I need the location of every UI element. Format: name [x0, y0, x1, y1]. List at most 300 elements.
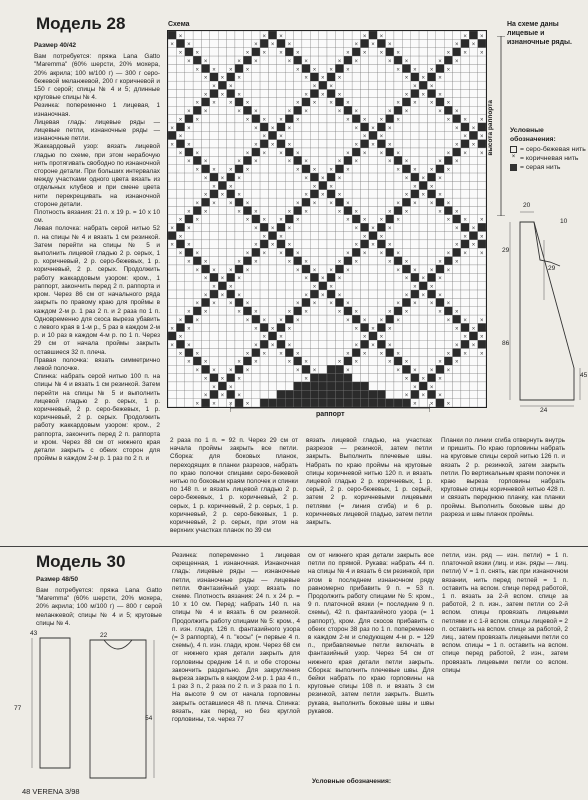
- cross-icon: ×: [321, 276, 325, 283]
- cross-icon: ×: [295, 167, 300, 174]
- model30-column-3: см от нижнего края детали закрыть все петли по прямой. Рукава: набрать 44 п. на спицы № 4 и вязать 6 см резинкой, при этом в последнем изнаночном ряду равномерно прибавить 9 п. = 53 п. Продолжить работу спицами № 5: кром., 9 п. платочной вязки (= последние 9 п. схемы), 42 п. фантазийного узора (= 1 раппорт), кром. Для скосов прибавить с обеих сторон 38 раз по 1 п. попеременно в каждом 2-м и следующем 4-м р. = 129 п., прибавляемые петли включать в фантазийный узор. Через 54 см от нижнего края детали петли закрыть. Сборка: выполнить плечевые швы. Для бейки набрать по краю горловины на круговые спицы 108 п. и вязать 3 см резинкой, затем петли закрыть. Вшить рукава, выполнить боковые швы и швы рукавов.: [308, 552, 434, 715]
- chart-cell: [260, 240, 268, 248]
- chart-cell: [210, 307, 218, 315]
- chart-cell: [243, 323, 251, 331]
- chart-cell: [319, 374, 327, 382]
- dim-w2: 22: [100, 632, 108, 639]
- chart-cell: [227, 390, 235, 398]
- chart-cell: [469, 56, 477, 64]
- cross-icon: ×: [245, 401, 250, 408]
- chart-cell: [302, 148, 310, 156]
- chart-cell: [461, 64, 469, 72]
- chart-cell: [277, 190, 285, 198]
- chart-cell: [402, 298, 410, 306]
- cross-icon: ×: [195, 401, 200, 408]
- chart-cell: [193, 307, 201, 315]
- chart-cell: [302, 332, 310, 340]
- chart-cell: [369, 64, 377, 72]
- chart-cell: [461, 273, 469, 281]
- chart-cell: [193, 39, 201, 47]
- chart-cell: [218, 206, 226, 214]
- chart-cell: [377, 98, 385, 106]
- cross-icon: ×: [178, 351, 183, 358]
- chart-cell: [411, 173, 419, 181]
- chart-cell: [168, 282, 176, 290]
- chart-cell: [294, 382, 302, 390]
- cross-icon: ×: [270, 142, 275, 149]
- cross-icon: ×: [413, 368, 417, 375]
- chart-cell: [427, 206, 435, 214]
- chart-cell: [377, 106, 385, 114]
- chart-cell: [436, 31, 444, 39]
- cross-icon: ×: [388, 42, 392, 49]
- chart-cell: [478, 156, 486, 164]
- chart-cell: [235, 332, 243, 340]
- chart-cell: [218, 382, 226, 390]
- cross-icon: ×: [237, 159, 241, 166]
- chart-cell: [469, 382, 477, 390]
- cross-icon: ×: [438, 192, 442, 199]
- cross-icon: ×: [396, 217, 400, 224]
- chart-cell: [168, 390, 176, 398]
- chart-cell: [285, 48, 293, 56]
- chart-cell: [461, 123, 469, 131]
- chart-cell: [369, 298, 377, 306]
- chart-cell: [377, 64, 385, 72]
- cross-icon: ×: [379, 33, 384, 40]
- chart-cell: [302, 315, 310, 323]
- cross-icon: ×: [237, 309, 241, 316]
- chart-cell: [201, 248, 209, 256]
- chart-cell: [302, 390, 310, 398]
- chart-cell: [436, 282, 444, 290]
- chart-cell: [260, 382, 268, 390]
- cross-icon: ×: [270, 42, 275, 49]
- cross-icon: ×: [463, 334, 467, 341]
- chart-cell: [436, 265, 444, 273]
- chart-cell: [218, 257, 226, 265]
- chart-cell: [201, 115, 209, 123]
- chart-cell: [201, 223, 209, 231]
- chart-cell: [176, 374, 184, 382]
- chart-cell: [436, 248, 444, 256]
- chart-cell: [352, 273, 360, 281]
- cross-icon: ×: [262, 234, 266, 241]
- chart-cell: [310, 39, 318, 47]
- chart-cell: [453, 290, 461, 298]
- chart-cell: [168, 248, 176, 256]
- cross-icon: ×: [237, 192, 241, 199]
- chart-cell: [402, 123, 410, 131]
- cross-icon: ×: [229, 100, 233, 107]
- model28-paragraph: Жаккардовый узор: вязать лицевой гладью по схеме, при этом нерабочую нить протягивать свободно по изнаночной стороне детали. При больших интервалах между участками одного цвета вязать из отдельных клубков и при смене цвета нити перекрещивать на изнаночной стороне детали.: [34, 143, 160, 208]
- chart-cell: [377, 39, 385, 47]
- cross-icon: ×: [195, 251, 200, 258]
- chart-cell: [319, 98, 327, 106]
- cross-icon: ×: [237, 75, 241, 82]
- chart-cell: [193, 232, 201, 240]
- chart-cell: [335, 165, 343, 173]
- chart-cell: [294, 357, 302, 365]
- model28-paragraph: Плотность вязания: 21 п. x 19 р. = 10 x 10 см.: [34, 209, 160, 225]
- chart-cell: [176, 198, 184, 206]
- chart-cell: [252, 165, 260, 173]
- chart-cell: [369, 56, 377, 64]
- chart-cell: [461, 382, 469, 390]
- cross-icon: ×: [454, 42, 459, 49]
- chart-cell: [235, 282, 243, 290]
- cross-icon: ×: [429, 368, 434, 375]
- chart-cell: [352, 282, 360, 290]
- chart-cell: [369, 265, 377, 273]
- chart-cell: [427, 273, 435, 281]
- chart-cell: [252, 390, 260, 398]
- cross-icon: ×: [379, 351, 384, 358]
- chart-cell: [277, 290, 285, 298]
- chart-cell: [319, 181, 327, 189]
- cross-icon: ×: [379, 234, 384, 241]
- chart-cell: [285, 165, 293, 173]
- chart-cell: [252, 81, 260, 89]
- chart-cell: [185, 181, 193, 189]
- chart-cell: [302, 31, 310, 39]
- chart-cell: [227, 273, 235, 281]
- cross-icon: ×: [362, 217, 367, 224]
- cross-icon: ×: [413, 67, 417, 74]
- chart-cell: [201, 399, 209, 407]
- cross-icon: ×: [178, 134, 183, 141]
- chart-cell: [294, 73, 302, 81]
- cross-icon: ×: [446, 200, 451, 207]
- cross-icon: ×: [254, 326, 258, 333]
- chart-cell: [294, 31, 302, 39]
- model30-legend-title: Условные обозначения:: [312, 778, 392, 785]
- chart-cell: [461, 206, 469, 214]
- chart-cell: [453, 89, 461, 97]
- chart-cell: [260, 206, 268, 214]
- chart-cell: [386, 315, 394, 323]
- cross-icon: ×: [446, 100, 451, 107]
- chart-cell: [478, 382, 486, 390]
- cross-icon: ×: [203, 309, 208, 316]
- chart-cell: [377, 89, 385, 97]
- chart-cell: [277, 273, 285, 281]
- chart-cell: [478, 106, 486, 114]
- chart-cell: [310, 48, 318, 56]
- chart-cell: [444, 240, 452, 248]
- chart-cell: [419, 257, 427, 265]
- section-divider: [0, 546, 588, 547]
- chart-cell: [411, 315, 419, 323]
- chart-cell: [369, 48, 377, 56]
- chart-cell: [377, 156, 385, 164]
- cross-icon: ×: [329, 200, 333, 207]
- chart-cell: [369, 165, 377, 173]
- chart-cell: [386, 115, 394, 123]
- chart-cell: [185, 399, 193, 407]
- cross-icon: ×: [362, 33, 367, 40]
- chart-cell: [369, 206, 377, 214]
- cross-icon: ×: [388, 309, 392, 316]
- cross-icon: ×: [346, 301, 350, 308]
- cross-icon: ×: [304, 58, 308, 65]
- cross-icon: ×: [212, 301, 216, 308]
- chart-cell: [469, 148, 477, 156]
- chart-cell: [427, 173, 435, 181]
- cross-icon: ×: [413, 100, 417, 107]
- chart-cell: [444, 173, 452, 181]
- chart-cell: [453, 365, 461, 373]
- cross-icon: ×: [195, 50, 200, 57]
- chart-cell: [319, 265, 327, 273]
- dim-h2: 54: [145, 715, 153, 722]
- chart-cell: [319, 165, 327, 173]
- chart-cell: [252, 273, 260, 281]
- chart-cell: [344, 223, 352, 231]
- chart-cell: [176, 190, 184, 198]
- cross-icon: ×: [237, 109, 241, 116]
- cross-icon: ×: [480, 217, 484, 224]
- chart-cell: [319, 31, 327, 39]
- cross-icon: ×: [446, 167, 451, 174]
- chart-cell: [335, 340, 343, 348]
- chart-cell: [193, 89, 201, 97]
- chart-cell: [344, 232, 352, 240]
- cross-icon: ×: [187, 209, 191, 216]
- chart-cell: [227, 73, 235, 81]
- chart-cell: [386, 98, 394, 106]
- chart-cell: [235, 31, 243, 39]
- cross-icon: ×: [195, 100, 200, 107]
- chart-cell: [369, 382, 377, 390]
- chart-cell: [193, 290, 201, 298]
- chart-cell: [360, 323, 368, 331]
- cross-icon: ×: [178, 50, 183, 57]
- chart-cell: [327, 140, 335, 148]
- chart-cell: [210, 123, 218, 131]
- chart-cell: [360, 64, 368, 72]
- chart-cell: [243, 390, 251, 398]
- chart-cell: [243, 123, 251, 131]
- cross-icon: ×: [229, 401, 233, 408]
- chart-cell: [402, 181, 410, 189]
- chart-cell: [268, 382, 276, 390]
- cross-icon: ×: [438, 159, 442, 166]
- cross-icon: ×: [262, 150, 266, 157]
- cross-icon: ×: [212, 284, 216, 291]
- cross-icon: ×: [388, 343, 392, 350]
- chart-cell: [227, 323, 235, 331]
- chart-cell: [436, 223, 444, 231]
- cross-icon: ×: [396, 117, 400, 124]
- chart-cell: [327, 340, 335, 348]
- chart-cell: [218, 140, 226, 148]
- chart-cell: [478, 98, 486, 106]
- chart-cell: [478, 290, 486, 298]
- cross-icon: ×: [463, 150, 467, 157]
- chart-cell: [478, 298, 486, 306]
- chart-cell: [461, 106, 469, 114]
- chart-cell: [344, 156, 352, 164]
- chart-cell: [210, 140, 218, 148]
- chart-cell: [185, 265, 193, 273]
- chart-cell: [260, 223, 268, 231]
- chart-cell: [402, 248, 410, 256]
- chart-cell: [210, 89, 218, 97]
- chart-cell: [319, 206, 327, 214]
- knitting-chart: [167, 30, 487, 408]
- chart-cell: [360, 282, 368, 290]
- chart-cell: [369, 173, 377, 181]
- cross-icon: ×: [287, 309, 292, 316]
- chart-cell: [319, 307, 327, 315]
- cross-icon: ×: [295, 317, 300, 324]
- cross-icon: ×: [195, 368, 200, 375]
- chart-cell: [419, 282, 427, 290]
- chart-cell: [453, 173, 461, 181]
- chart-cell: [469, 198, 477, 206]
- chart-cell: [201, 131, 209, 139]
- cross-icon: ×: [170, 142, 174, 149]
- cross-icon: ×: [463, 117, 467, 124]
- chart-cell: [377, 190, 385, 198]
- chart-cell: [235, 382, 243, 390]
- cross-icon: ×: [438, 309, 442, 316]
- chart-cell: [294, 282, 302, 290]
- chart-cell: [411, 248, 419, 256]
- cross-icon: ×: [262, 33, 266, 40]
- cross-icon: ×: [446, 251, 451, 258]
- chart-cell: [218, 248, 226, 256]
- cross-icon: ×: [195, 67, 200, 74]
- chart-cell: [168, 257, 176, 265]
- cross-icon: ×: [279, 150, 283, 157]
- cross-icon: ×: [195, 267, 200, 274]
- chart-cell: [201, 198, 209, 206]
- chart-cell: [344, 290, 352, 298]
- chart-cell: [369, 156, 377, 164]
- chart-cell: [469, 298, 477, 306]
- chart-cell: [218, 148, 226, 156]
- chart-cell: [444, 190, 452, 198]
- cross-icon: ×: [287, 326, 292, 333]
- chart-cell: [227, 307, 235, 315]
- rapport-label: раппорт: [316, 411, 345, 418]
- chart-cell: [277, 106, 285, 114]
- cross-icon: ×: [346, 167, 350, 174]
- chart-cell: [469, 399, 477, 407]
- cross-icon: ×: [396, 267, 400, 274]
- chart-cell: [411, 215, 419, 223]
- cross-icon: ×: [195, 167, 200, 174]
- chart-cell: [394, 206, 402, 214]
- chart-cell: [319, 48, 327, 56]
- cross-icon: ×: [354, 42, 359, 49]
- cross-icon: ×: [396, 67, 400, 74]
- chart-cell: [327, 39, 335, 47]
- chart-cell: [419, 56, 427, 64]
- model28-paragraph: Резинка: попеременно 1 лицевая, 1 изнаночная.: [34, 102, 160, 118]
- chart-cell: [402, 81, 410, 89]
- chart-cell: [218, 340, 226, 348]
- chart-cell: [377, 307, 385, 315]
- chart-cell: [360, 198, 368, 206]
- cross-icon: ×: [446, 351, 451, 358]
- chart-cell: [461, 173, 469, 181]
- dim-lower-left: 86: [502, 340, 510, 347]
- cross-icon: ×: [379, 50, 384, 57]
- cross-icon: ×: [203, 75, 208, 82]
- chart-cell: [252, 382, 260, 390]
- chart-cell: [352, 73, 360, 81]
- chart-cell: [419, 315, 427, 323]
- chart-cell: [252, 232, 260, 240]
- chart-cell: [444, 307, 452, 315]
- chart-cell: [268, 357, 276, 365]
- chart-cell: [360, 240, 368, 248]
- chart-cell: [319, 123, 327, 131]
- chart-cell: [335, 315, 343, 323]
- cross-icon: ×: [270, 226, 275, 233]
- chart-cell: [411, 39, 419, 47]
- chart-cell: [469, 332, 477, 340]
- cross-icon: ×: [312, 200, 317, 207]
- cross-icon: ×: [262, 251, 266, 258]
- cross-icon: ×: [346, 251, 350, 258]
- cross-icon: ×: [304, 376, 308, 383]
- chart-cell: [411, 257, 419, 265]
- chart-cell: [394, 89, 402, 97]
- chart-cell: [285, 382, 293, 390]
- cross-icon: ×: [262, 217, 266, 224]
- chart-cell: [176, 123, 184, 131]
- cross-icon: ×: [454, 242, 459, 249]
- cross-icon: ×: [354, 309, 359, 316]
- cross-icon: ×: [354, 209, 359, 216]
- chart-cell: [243, 332, 251, 340]
- cross-icon: ×: [371, 42, 375, 49]
- chart-cell: [302, 165, 310, 173]
- dim-bottom: 24: [540, 407, 548, 414]
- cross-icon: ×: [362, 50, 367, 57]
- chart-cell: [344, 173, 352, 181]
- chart-cell: [402, 48, 410, 56]
- chart-cell: [227, 332, 235, 340]
- cross-icon: ×: [337, 58, 342, 65]
- cross-icon: ×: [379, 150, 384, 157]
- chart-cell: [352, 148, 360, 156]
- chart-cell: [319, 223, 327, 231]
- chart-cell: [310, 106, 318, 114]
- chart-cell: [469, 265, 477, 273]
- chart-cell: [419, 64, 427, 72]
- chart-cell: [252, 374, 260, 382]
- chart-cell: [243, 131, 251, 139]
- chart-cell: [411, 156, 419, 164]
- dim-armhole: 29: [502, 247, 510, 254]
- chart-cell: [360, 89, 368, 97]
- chart-cell: [344, 307, 352, 315]
- chart-cell: [218, 165, 226, 173]
- chart-cell: [427, 307, 435, 315]
- chart-cell: [268, 298, 276, 306]
- chart-cell: [335, 298, 343, 306]
- chart-cell: [469, 89, 477, 97]
- chart-cell: [360, 390, 368, 398]
- page-footer: 48 VERENA 3/98: [22, 787, 80, 796]
- chart-cell: [369, 307, 377, 315]
- chart-cell: [369, 315, 377, 323]
